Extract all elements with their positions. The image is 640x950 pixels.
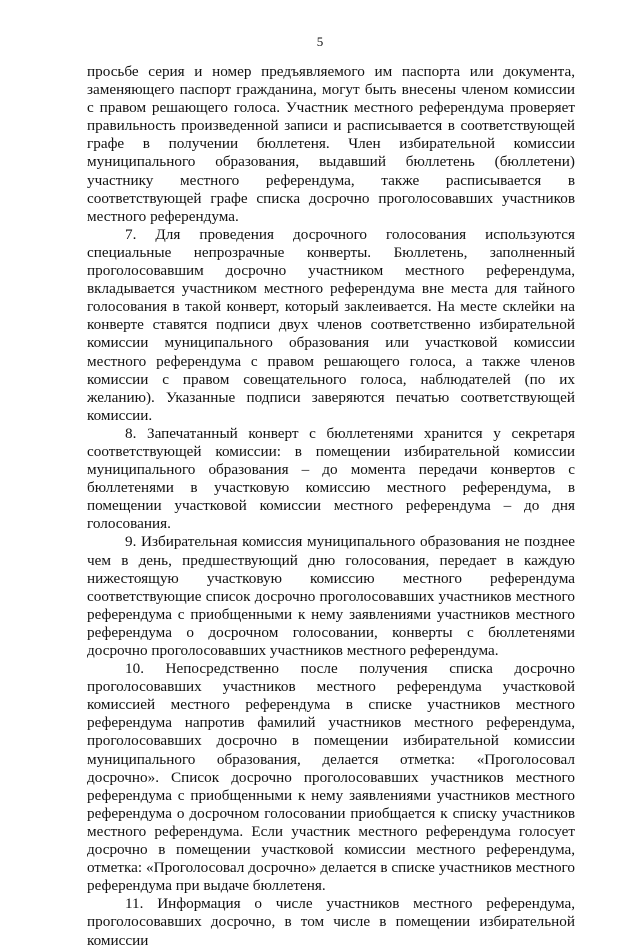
paragraph-10: 10. Непосредственно после получения списка досрочно проголосовавших участников местного референдума участковой комиссией местного референдума в списке участников местного референдума напротив фамилий участников местного референдума, проголосовавших досрочно в помещении избирательной комиссии муниципального образования, делается отметка: «Проголосовал досрочно». Список досрочно проголосовавших участников местного референдума с приобщенными к нему заявлениями участников местного референдума о досрочном голосовании приобщается к списку участников местного референдума. Если участник местного референдума голосует досрочно в помещении участковой комиссии местного референдума, отметка: «Проголосовал досрочно» делается в списке участников местного референдума при выдаче бюллетеня.	[87, 660, 575, 895]
paragraph-11: 11. Информация о числе участников местного референдума, проголосовавших досрочно, в том числе в помещении избирательной комиссии	[87, 895, 575, 949]
document-body	[87, 63, 575, 950]
paragraph-continuation: просьбе серия и номер предъявляемого им паспорта или документа, заменяющего паспорт гражданина, могут быть внесены членом комиссии с правом решающего голоса. Участник местного референдума проверяет правильность произведенной записи и расписывается в соответствующей графе в получении бюллетеня. Член избирательной комиссии муниципального образования, выдавший бюллетень (бюллетени) участнику местного референдума, также расписывается в соответствующей графе списка досрочно проголосовавших участников местного референдума.	[87, 63, 575, 225]
paragraph-8: 8. Запечатанный конверт с бюллетенями хранится у секретаря соответствующей комиссии: в помещении избирательной комиссии муниципального образования – до момента передачи конвертов с бюллетенями в участковую комиссию местного референдума, в помещении участковой комиссии местного референдума – до дня голосования.	[87, 424, 575, 533]
page-number: 5	[316, 34, 324, 49]
paragraph-7: 7. Для проведения досрочного голосования используются специальные непрозрачные конверты. Бюллетень, заполненный проголосовавшим досрочно участником местного референдума, вкладывается участником местного референдума вне места для тайного голосования в такой конверт, который заклеивается. На месте склейки на конверте ставятся подписи двух членов соответственно избирательной комиссии муниципального образования или участковой комиссии местного референдума с правом решающего голоса, а также членов комиссии с правом совещательного голоса, наблюдателей (по их желанию). Указанные подписи заверяются печатью соответствующей комиссии.	[87, 225, 575, 424]
paragraph-9: 9. Избирательная комиссия муниципального образования не позднее чем в день, предшествующий дню голосования, передает в каждую нижестоящую участковую комиссию местного референдума соответствующие список досрочно проголосовавших участников местного референдума с приобщенными к нему заявлениями участников местного референдума о досрочном голосовании, конверты с бюллетенями досрочно проголосовавших участников местного референдума.	[87, 533, 575, 659]
